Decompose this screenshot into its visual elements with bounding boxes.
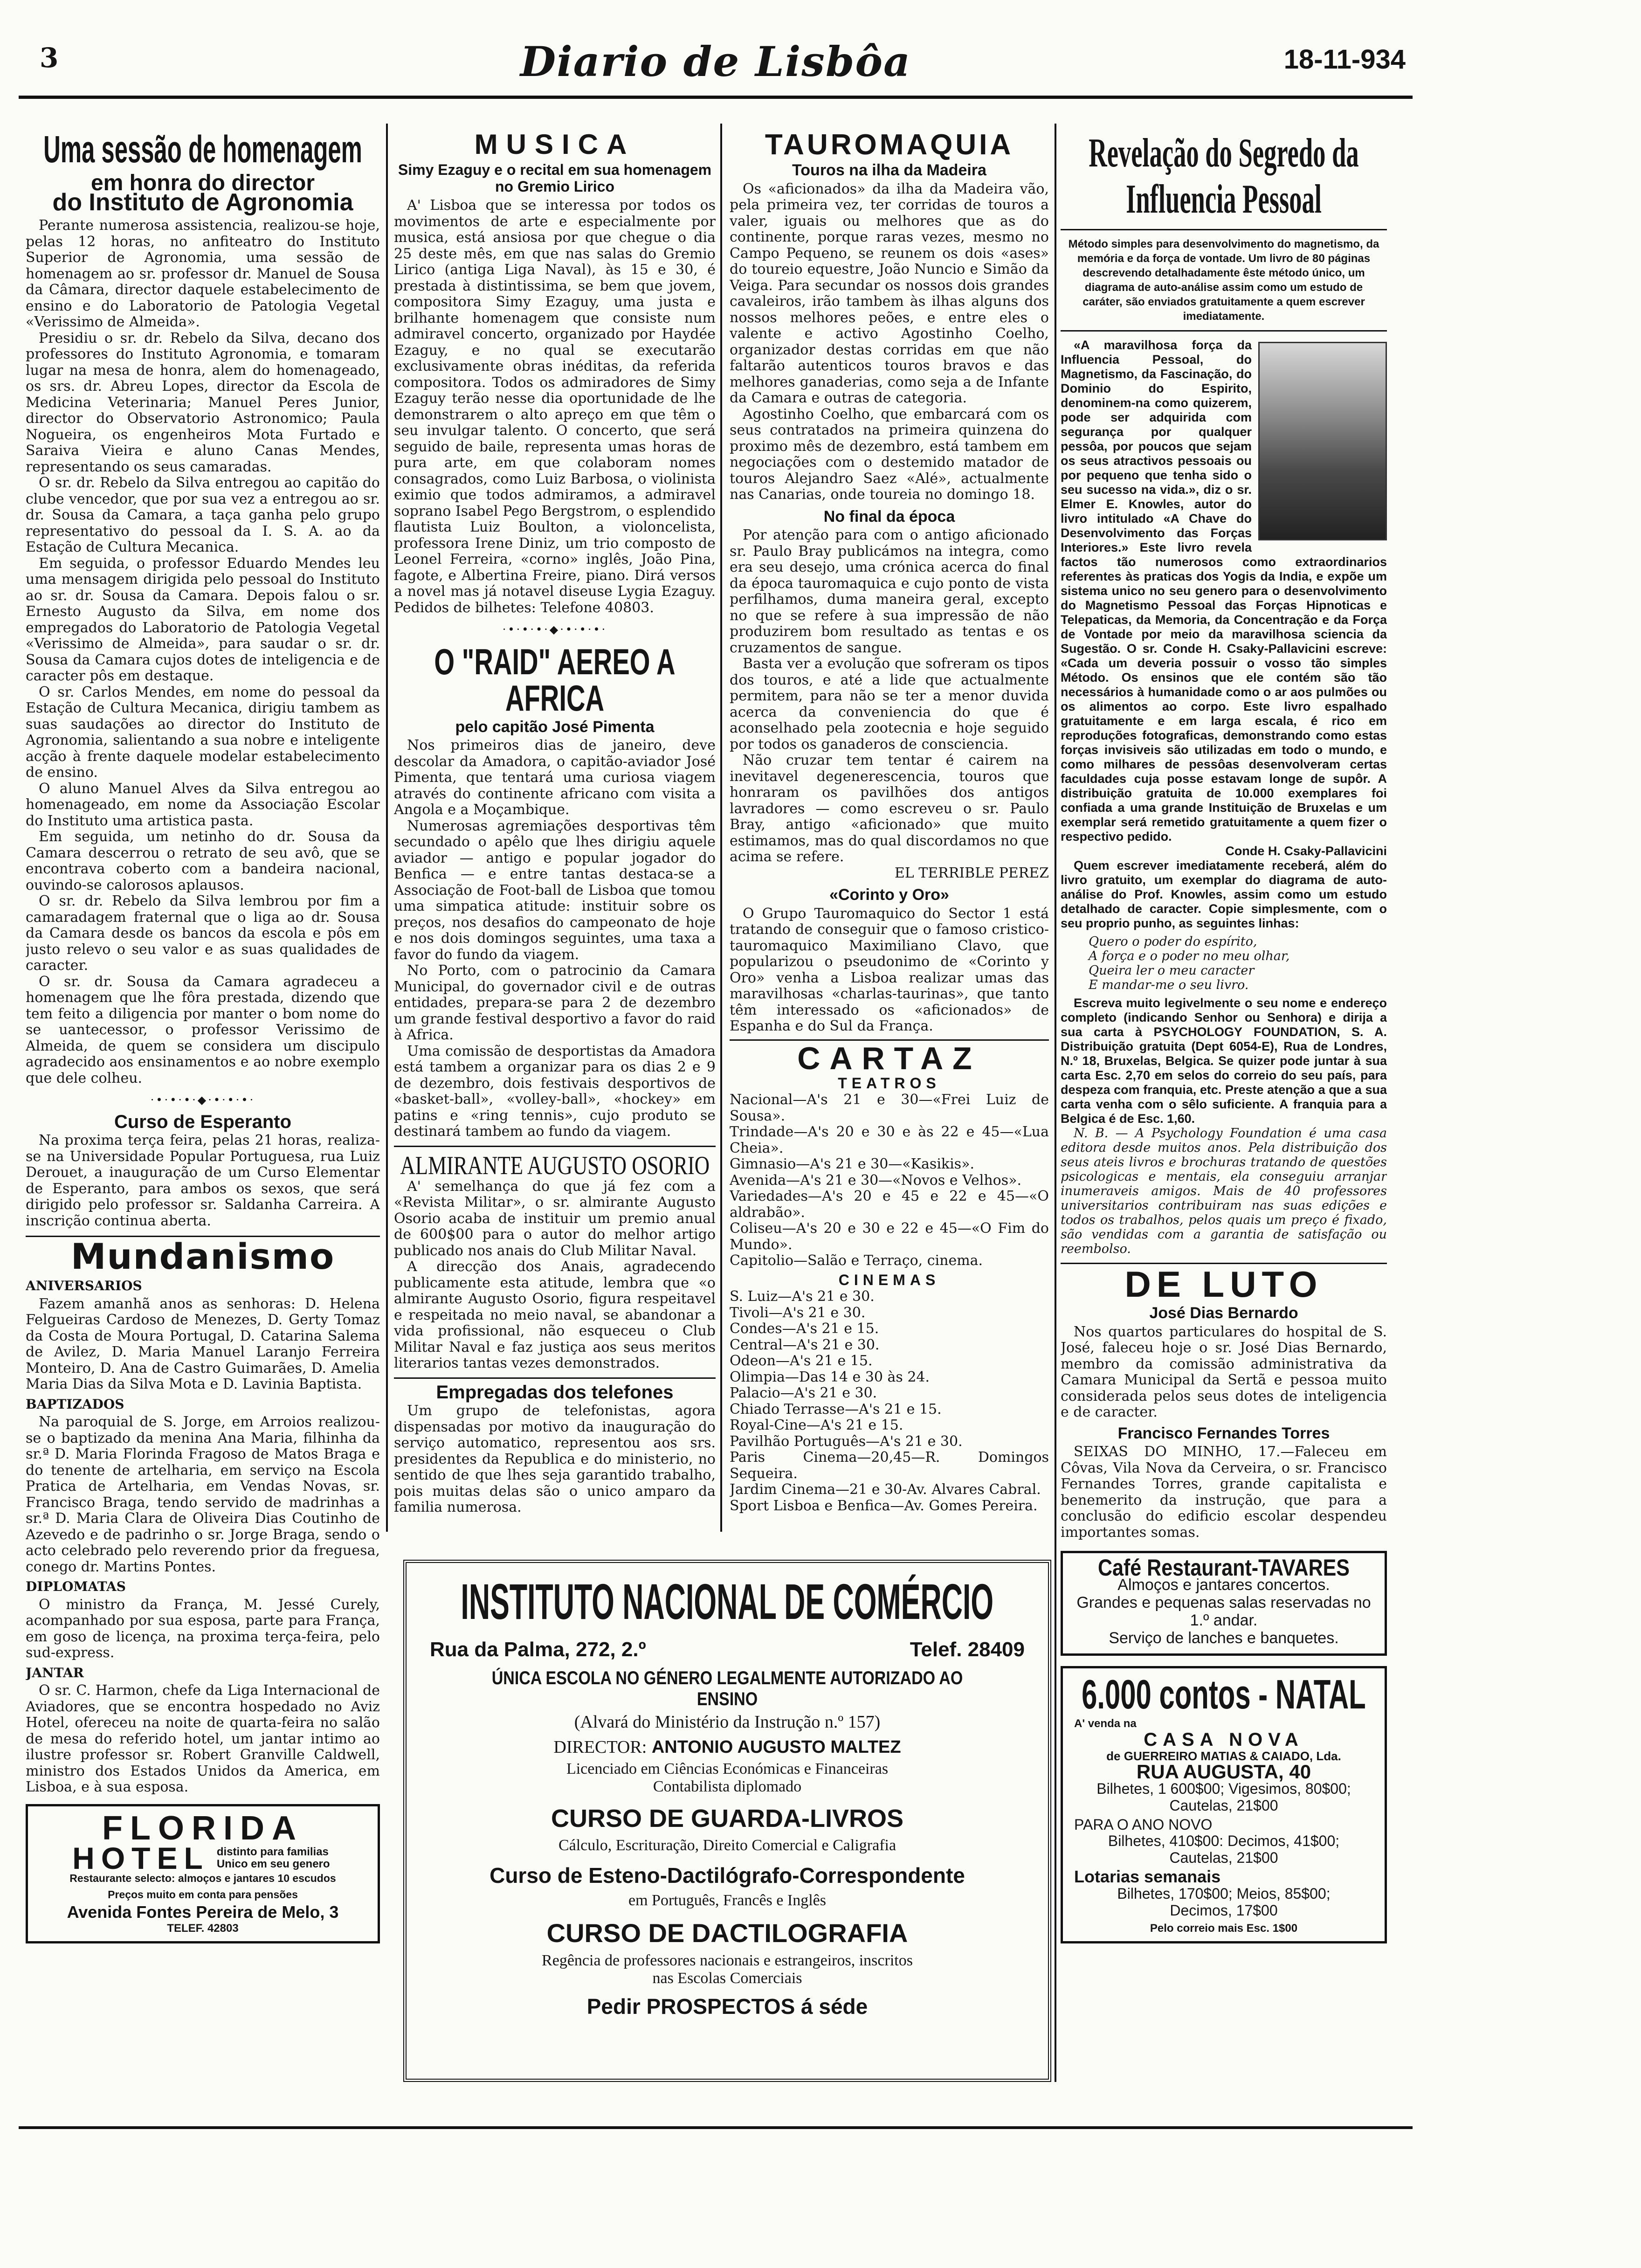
paragraph: Numerosas agremiações desportivas têm secundado o apêlo que lhes dirigiu aquele aviador — antigo e popular jogador do Benfica — e entre tantas destaca-se a Associação de Foot-ball de Lisboa que tomou uma simpatica atitude: instituir sobre os preços, nos desafios do campeonato de hoje e nos dois domingos seguintes, uma taxa a favor do fundo da viagem. [394,817,716,963]
masthead [40,37,1406,89]
list-item: Tivoli—A's 21 e 30. [730,1304,866,1321]
rule [394,1146,716,1147]
tauromaquia-headline: TAUROMAQUIA [765,131,1014,161]
list-item: Palacio—A's 21 e 30. [730,1385,877,1401]
newspaper-title: Diario de Lisbôa [520,37,911,86]
raid-subhead: pelo capitão José Pimenta [455,718,655,736]
section-title: JANTAR [26,1665,84,1680]
teatros-title: TEATROS [838,1074,941,1092]
bottom-rule [19,2126,1413,2129]
paragraph: O Grupo Tauromaquico do Sector 1 está tratando de conseguir que o famoso cristico-tauromaquico Maximiliano Clavo, que popularizou o pseudonimo de «Corinto y Oro» venha a Lisboa realizar umas das maravilhosas «charlas-taurinas», que tanto têm interessado os «aficionados» de Espanha e do Sul da França. [730,905,1049,1034]
list-item: Trindade—A's 20 e 30 e às 22 e 45—«Lua Cheia». [730,1124,1049,1156]
verse-line: Quero o poder do espírito, [1089,934,1257,949]
signature: EL TERRIBLE PEREZ [894,864,1049,881]
luto-section [1061,1266,1387,1541]
paragraph: Não cruzar tem tentar é cairem na inevitavel degenerescencia, touros que honraram os pavilhões dos antigos lavradores — como escreveu o sr. Paulo Bray, antigo «aficionado» que muito estimamos, mas do qual discordamos no que acima se refere. [730,752,1049,865]
column-1 [26,131,380,2122]
musica-subhead: Simy Ezaguy e o recital em sua homenagem no Gremio Lirico [398,161,712,195]
verse-line: E mandar-me o seu livro. [1089,978,1249,993]
florida-name: FLORIDA [102,1809,303,1847]
natal-price: Bilhetes, 170$00; Meios, 85$00; [1117,1885,1331,1902]
list-item: Royal-Cine—A's 21 e 15. [730,1417,903,1433]
director-description: Licenciado em Ciências Económicas e Financeiras Contabilista diplomado [566,1760,889,1795]
natal-semanais: Lotarias semanais [1074,1867,1221,1887]
paragraph: Basta ver a evolução que sofreram os tipos dos touros, e até a lide que actualmente permitem, para não se ter a menor duvida acerca da conveniencia do que é aconselhado pela zootecnia e hoje seguido por todos os ganaderos de consciencia. [730,656,1049,753]
rule [1061,229,1387,230]
list-item: Condes—A's 21 e 15. [730,1321,879,1337]
revelacao-intro: Método simples para desenvolvimento do magnetismo, da memória e da força de vontade. Um livro de 80 páginas descrevendo detalhadamente êste método único, um diagrama de auto-análise assim como um estudo de caráter, são enviados gratuitamente a quem escrever imediatamente. [1068,238,1379,323]
hotel-name: HOTEL [72,1840,209,1875]
mundanismo-headline: Mundanismo [70,1236,335,1277]
paragraph: Uma comissão de desportistas da Amadora está tambem a organizar para os dias 2 e 9 de dezembro, dois festivais desportivos de «basket-ball», «volley-ball», «hockey» em patins e «ring tennis», cujo produto se destinará tambem ao fundo da viagem. [394,1043,716,1140]
paragraph: Presidiu o sr. dr. Rebelo da Silva, decano dos professores do Instituto Agronomia, e tomaram lugar na mesa de honra, alem do homenageado, os srs. dr. Abreu Lopes, director da Escola de Medicina Veterinaria; Manuel Peres Junior, director do Observatorio Astronomico; Paula Nogueira, os engenheiros Mota Furtado e Saraiva Vieira e aluno Canas Mendes, representando os seus camaradas. [26,330,380,475]
instituto-comercio-ad [403,1560,1051,2082]
paragraph: O sr. dr. Rebelo da Silva entregou ao capitão do clube vencedor, que por sua vez a entregou ao sr. dr. Sousa da Camara, a taça ganha pelo grupo representativo do pessoal da I. S. A. ao da Estação de Cultura Mecanica. [26,475,380,555]
paragraph: Fazem amanhã anos as senhoras: D. Helena Felgueiras Cardoso de Menezes, D. Gerty Tomaz da Costa de Moura Portugal, D. Catarina Salema de Avilez, D. Maria Manuel Laranjo Ferreira Monteiro, D. Ana de Castro Guimarães, D. Amelia Maria Dias da Silva Mota e D. Lavinia Baptista. [26,1295,380,1392]
tavares-line: Grandes e pequenas salas reservadas no 1.º andar. [1076,1593,1371,1629]
separator: ·•·•·•·◆·•·•·•· [502,623,607,636]
natal-price: Decimos, 17$00 [1170,1902,1278,1919]
homenagem-subhead-1: em honra do director [90,171,315,195]
list-item: Gimnasio—A's 21 e 30—«Kasikis». [730,1156,974,1172]
paragraph: Na proxima terça feira, pelas 21 horas, realiza-se na Universidade Popular Portuguesa, rua Luiz Derouet, a inauguração de um Curso Elementar de Esperanto, para ambos os sexos, que será dirigido pelo professor sr. Saldanha Carreira. A inscrição continua aberta. [26,1132,380,1229]
separator: ·•·•·•·◆·•·•·•· [150,1093,255,1106]
revelacao-headline: Revelação do Segredo da Influencia Pessoal [1089,131,1359,222]
esperanto-article [26,1111,380,1230]
list-item: Nacional—A's 21 e 30—«Frei Luiz de Sousa». [730,1092,1049,1124]
cinemas-title: CINEMAS [838,1271,940,1288]
paragraph: O sr. Carlos Mendes, em nome do pessoal da Estação de Cultura Mecanica, dirigiu tambem as suas saudações ao director do Instituto de Agronomia, salientando a sua nobre e inteligente acção à frente daquele modelar estabelecimento de ensino. [26,684,380,781]
portrait-photo [1258,342,1387,540]
paragraph: SEIXAS DO MINHO, 17.—Faleceu em Côvas, Vila Nova da Cerveira, o sr. Francisco Fernandes Torres, grande capitalista e benemerito da instrução, que para a conclusão do edificio escolar despendeu importantes somas. [1061,1444,1387,1541]
luto-headline: DE LUTO [1124,1264,1323,1305]
paragraph: A direcção dos Anais, agradecendo publicamente esta atitude, lembra que «o almirante Augusto Osorio, figura respeitavel e respeitada no meio naval, se abandonar a vida profissional, não esqueceu o Club Militar Naval e faz justiça aos seus meritos literarios tantas vezes demonstrados. [394,1258,716,1371]
verse [1061,934,1387,992]
rule [394,1377,716,1379]
list-item: Central—A's 21 e 30. [730,1336,880,1353]
paragraph: Quem escrever imediatamente receberá, além do livro gratuito, um exemplar do diagrama de auto-análise do Prof. Knowles, assim como um estudo detalhado de caracter. Copie simplesmente, com o seu proprio punho, as seguintes linhas: [1061,858,1387,931]
issue-date: 18-11-934 [1283,44,1406,75]
natal-shop: CASA NOVA [1144,1729,1304,1750]
section-title: ANIVERSARIOS [26,1278,142,1293]
tavares-line: Almoços e jantares concertos. [1117,1576,1330,1594]
paragraph: Em seguida, o professor Eduardo Mendes leu uma mensagem dirigida pelo pessoal do Instituto ao sr. dr. Sousa da Camara. Depois falou o sr. Ernesto Augusto da Silva, em nome dos empregados do Laboratorio de Patologia Vegetal «Verissimo de Almeida», para saudar o sr. dr. Sousa da Camara cujos dotes de inteligencia e de caracter pôs em destaque. [26,555,380,684]
paragraph: Em seguida, um netinho do dr. Sousa da Camara descerrou o retrato de seu avô, que se encontrava coberto com a bandeira nacional, ouvindo-se calorosos aplausos. [26,829,380,893]
paragraph: «A maravilhosa força da Influencia Pessoal, do Magnetismo, da Fascinação, do Dominio do Espirito, denominem-na como quizerem, pode ser adquirida com segurança por qualquer pessôa, por poucos que sejam os seus atractivos pessoais ou por pequeno que tenha sido o seu sucesso na vida.», diz o sr. Elmer E. Knowles, autor do livro intitulado «A Chave do Desenvolvimento das Forças Interiores.» Este livro revela factos tão numerosos como extraordinarios referentes às praticas dos Yogis da India, e expõe um sistema unico no seu genero para o desenvolvimento do Magnetismo Pessoal das Forças Hipnoticas e Telepaticas, da Memoria, da Concentração e da Força de Vontade por meio da maravilhosa sciencia da Sugestão. O sr. Conde H. Csaky-Pallavicini escreve: «Cada um deveria possuir o vosso tão simples Método. Os ensinos que ele contém são tão necessários à humanidade como o ar aos pulmões ou os alimentos ao corpo. Este livro espalhado gratuitamente e em larga escala, é rico em reproduções fotograficas, demonstrando como estas forças invisiveis são utilizadas em todo o mundo, e como milhares de pessôas desenvolveram certas faculdades cuja posse estavam longe de supôr. A distribuição gratuita de 10.000 exemplares foi confiada a uma grande Instituição de Bruxelas e um exemplar será remetido gratuitamente a quem fizer o respectivo pedido. [1061,338,1387,844]
natal-price: Bilhetes, 1 600$00; Vigesimos, 80$00; [1096,1780,1351,1797]
homenagem-article [26,131,380,1086]
paragraph: Por atenção para com o antigo aficionado sr. Paulo Bray publicámos na integra, como era seu desejo, uma crónica acerca do final da época tauromaquica e cujo ponto de vista perfilhamos, duma maneira geral, excepto no que se refere à sua impressão de não produzirem bom resultado as tentas e os cruzamentos de sangue. [730,527,1049,656]
paragraph: Na paroquial de S. Jorge, em Arroios realizou-se o baptizado da menina Ana Maria, filhinha da sr.ª D. Maria Florinda Fragoso de Matos Braga e do tenente de artelharia, em serviço na Escola Pratica de Artelharia, em Vendas Novas, sr. Francisco Braga, tendo servido de madrinhas a sr.ª D. Maria Clara de Oliveira Dias Coutinho de Azevedo e de padrinho o sr. Jorge Braga, sendo o acto celebrado pelo reverendo prior da freguesa, conego dr. Martins Pontes. [26,1414,380,1575]
cartaz-headline: CARTAZ [797,1040,981,1076]
homenagem-headline: Uma sessão de homenagem [43,131,362,171]
natal-venda: A' venda na [1074,1717,1137,1730]
teatros-list [730,1092,1049,1269]
florida-line: Restaurante selecto: almoços e jantares 10 escudos [69,1872,336,1885]
natal-lottery-ad [1061,1666,1387,1944]
course-guarda-livros: CURSO DE GUARDA-LIVROS [551,1804,904,1832]
paragraph: Perante numerosa assistencia, realizou-se hoje, pelas 12 horas, no anfiteatro do Instituto Superior de Agronomia, uma sessão de homenagem ao sr. professor dr. Manuel de Sousa da Câmara, director daquele estabelecimento de ensino e do Laboratorio de Patologia Vegetal «Verissimo de Almeida». [26,217,380,330]
column-divider [1055,124,1056,2082]
paragraph: A' semelhança do que já fez com a «Revista Militar», o sr. almirante Augusto Osorio acaba de instituir um premio anual de 600$00 para o autor do melhor artigo publicado nos anais do Club Militar Naval. [394,1178,716,1259]
natal-footer: Pelo correio mais Esc. 1$00 [1150,1922,1298,1935]
natal-owner: de GUERREIRO MATIAS & CAIADO, Lda. [1106,1749,1341,1763]
list-item: Jardim Cinema—21 e 30-Av. Alvares Cabral. [730,1481,1041,1498]
section-title: BAPTIZADOS [26,1396,124,1412]
paragraph: Os «aficionados» da ilha da Madeira vão, pela primeira vez, ter corridas de touros a valer, iguais ou melhores que as do continente, porque raras vezes, mesmo no Campo Pequeno, se reunem os dois «ases» do toureio equestre, João Nuncio e Simão da Veiga. Para secundar os nossos dois grandes cavaleiros, irão tambem às ilhas alguns dos nossos melhores peões, e entre eles o valente e activo Agostinho Coelho, organizador destas corridas em que não faltarão autenticos touros bravos e das melhores ganaderias, como seja a de Infante da Camara e outras de categoria. [730,180,1049,406]
cartaz-section [730,1040,1049,1514]
cinemas-list [730,1289,1049,1514]
list-item: S. Luiz—A's 21 e 30. [730,1288,875,1305]
natal-address: RUA AUGUSTA, 40 [1136,1761,1311,1783]
esperanto-headline: Curso de Esperanto [114,1111,292,1132]
list-item: Chiado Terrasse—A's 21 e 15. [730,1401,942,1418]
column-4 [1061,131,1387,2080]
paragraph: Nos primeiros dias de janeiro, deve descolar da Amadora, o capitão-aviador José Pimenta, que tentará uma curiosa viagem através do continente africano com visita a Angola e a Moçambique. [394,737,716,818]
course-description: em Português, Francês e Inglês [628,1891,826,1909]
instituto-unique: ÚNICA ESCOLA NO GÉNERO LEGALMENTE AUTORIZADO AO ENSINO [491,1667,963,1709]
course-esteno: Curso de Esteno-Dactilógrafo-Correspondente [490,1863,965,1888]
florida-address: Avenida Fontes Pereira de Melo, 3 [67,1902,339,1922]
paragraph: O aluno Manuel Alves da Silva entregou ao homenageado, em nome da Associação Escolar do Instituto uma artistica pasta. [26,780,380,829]
course-description: Cálculo, Escrituração, Direito Comercial e Caligrafia [558,1836,896,1854]
paragraph: No Porto, com o patrocinio da Camara Municipal, do governador civil e de outras entidades, prepara-se para 2 de dezembro um grande festival desportivo a favor do raid à Africa. [394,962,716,1043]
list-item: Paris Cinema—20,45—R. Domingos Sequeira. [730,1449,1049,1482]
tavares-ad [1061,1551,1387,1656]
paragraph: N. B. — A Psychology Foundation é uma casa editora desde muitos anos. Pela distribuição dos seus ateis livros e brochuras tratando de questões psicologicas e mentais, ela conseguiu arranjar inumeraveis amigos. Mais de 40 professores universitarios contribuiram nas suas edições e todos os trabalhos, pelos quais um preço é fixado, são vendidas com a garantia de satisfação ou reembolso. [1061,1126,1387,1257]
list-item: Odeon—A's 21 e 15. [730,1353,873,1369]
verse-line: Queira ler o meu caracter [1089,963,1255,978]
tauromaquia-subhead-2: No final da época [823,507,955,526]
homenagem-subhead-2: do Instituto de Agronomia [52,188,353,216]
florida-tagline: distinto para familias Unico em seu genero [216,1846,330,1871]
paragraph: Nos quartos particulares do hospital de S. José, faleceu hoje o sr. José Dias Bernardo, membro da comissão administrativa da Camara Municipal da Sertã e pessoa muito considerada pelos seus dotes de inteligencia e de caracter. [1061,1323,1387,1421]
list-item: Variedades—A's 20 e 45 e 22 e 45—«O aldrabão». [730,1188,1049,1221]
natal-headline: 6.000 contos - NATAL [1082,1671,1366,1717]
tauromaquia-subhead: Touros na ilha da Madeira [792,161,986,179]
section-title: DIPLOMATAS [26,1579,126,1594]
course-dactilografia: CURSO DE DACTILOGRAFIA [546,1918,908,1948]
luto-person-1: José Dias Bernardo [1149,1304,1298,1322]
florida-phone: TELEF. 42803 [167,1922,239,1935]
instituto-phone: Telef. 28409 [910,1638,1025,1661]
paragraph: O sr. C. Harmon, chefe da Liga Internacional de Aviadores, que se encontra hospedado no Aviz Hotel, ofereceu na noite de quarta-feira no salão de mesa do referido hotel, um jantar intimo ao ilustre professor sr. Robert Granville Caldwell, ministro dos Estados Unidos da America, em Lisboa, e à sua esposa. [26,1682,380,1795]
paragraph: Um grupo de telefonistas, agora dispensadas por motivo da inauguração do serviço automatico, representou aos srs. presidentes da Republica e do ministerio, no sentido de que lhes seja garantido trabalho, pois muitas delas são o unico amparo da familia numerosa. [394,1403,716,1515]
paragraph: A' Lisboa que se interessa por todos os movimentos de arte e especialmente por musica, está ansiosa por que chegue o dia 25 deste mês, em que nas salas do Gremio Lirico (antiga Liga Naval), às 15 e 30, é prestada à distintissima, se bem que jovem, compositora Simy Ezaguy, uma justa e brilhante homenagem que consiste num admiravel concerto, organizado por Haydée Ezaguy, e no qual se executarão exclusivamente obras inéditas, da referida compositora. Todos os admiradores de Simy Ezaguy terão nesse dia oportunidade de lhe demonstrarem o alto apreço em que têm o seu invulgar talento. O concerto, que será seguido de baile, representa umas horas de pura arte, em que colaboram nomes consagrados, como Luiz Barbosa, o violinista eximio que todos admiramos, a admiravel soprano Isabel Pego Bergstrom, o esplendido flautista Luiz Boulton, a violoncelista, professora Irene Diniz, um trio composto de Leonel Ferreira, «corno» inglês, João Pina, fagote, e Albertina Freire, piano. Dirá versos a novel mas já notavel diseuse Lygia Ezaguy. Pedidos de bilhetes: Telefone 40803. [394,197,716,616]
paragraph: O sr. dr. Sousa da Camara agradeceu a homenagem que lhe fôra prestada, dizendo que tem feito a diligencia por manter o bom nome do se uantecessor, o professor Verissimo de Almeida, de quem se considera um discipulo agradecido aos ensinamentos e ao nobre exemplo que dele colheu. [26,973,380,1086]
natal-price: Cautelas, 21$00 [1169,1849,1278,1867]
luto-person-2: Francisco Fernandes Torres [1117,1424,1330,1442]
director-name: ANTONIO AUGUSTO MALTEZ [651,1737,901,1757]
natal-price: Cautelas, 21$00 [1169,1797,1278,1814]
mundanismo-section [26,1236,380,1796]
paragraph: Escreva muito legivelmente o seu nome e endereço completo (indicando Senhor ou Senhora) e dirija a sua carta à PSYCHOLOGY FOUNDATION, S. A. Distribuição gratuita (Dept 6054-E), Rua de Londres, N.º 18, Bruxelas, Belgica. Se quizer pode juntar à sua carta Esc. 2,70 em selos do correio do seu país, para despeza com franquia, etc. Preste atenção a que a sua carta venha com o sêlo suficiente. A franquia para a Belgica é de Esc. 1,60. [1061,996,1387,1126]
musica-headline: MUSICA [474,131,635,160]
tavares-headline: Café Restaurant-TAVARES [1098,1555,1350,1581]
verse-line: A força e o poder no meu olhar, [1089,949,1290,964]
instituto-address: Rua da Palma, 272, 2.º [430,1638,646,1661]
telefones-headline: Empregadas dos telefones [436,1382,674,1403]
list-item: Sport Lisboa e Benfica—Av. Gomes Pereira. [730,1497,1038,1514]
tavares-line: Serviço de lanches e banquetes. [1109,1629,1339,1647]
list-item: Olimpia—Das 14 e 30 às 24. [730,1369,930,1385]
column-divider [386,124,388,1532]
director-label: DIRECTOR: [553,1737,647,1757]
natal-ano-novo: PARA O ANO NOVO [1074,1816,1213,1833]
course-description: Regência de professores nacionais e estrangeiros, inscritos nas Escolas Comerciais [542,1951,913,1987]
photo-caption: Conde H. Csaky-Pallavicini [1225,844,1387,858]
list-item: Avenida—A's 21 e 30—«Novos e Velhos». [730,1172,1022,1189]
list-item: Capitolio—Salão e Terraço, cinema. [730,1252,983,1269]
rule [1061,330,1387,332]
top-rule [19,96,1413,99]
column-divider [720,124,722,1532]
almirante-headline: ALMIRANTE AUGUSTO OSORIO [400,1151,710,1180]
instituto-cta: Pedir PROSPECTOS á séde [586,1994,868,2019]
list-item: Coliseu—A's 20 e 30 e 22 e 45—«O Fim do Mundo». [730,1220,1049,1253]
paragraph: Agostinho Coelho, que embarcará com os seus contratados na primeira quinzena do proximo mês de dezembro, está tambem em negociações com o destemido matador de touros Alejandro Saez «Alé», actualmente nas Canarias, onde toureia no domingo 18. [730,406,1049,503]
florida-line: Preços muito em conta para pensões [108,1888,298,1901]
instituto-headline: INSTITUTO NACIONAL DE COMÉRCIO [461,1573,994,1630]
column-3 [730,131,1049,1529]
paragraph: O sr. dr. Rebelo da Silva lembrou por fim a camaradagem fraternal que o liga ao dr. Sousa da Camara desde os bancos da escola e pôs em justo relevo o seu valor e as suas qualidades de caracter. [26,893,380,974]
column-2 [394,131,716,1529]
florida-hotel-ad [26,1804,380,1944]
page-number: 3 [40,42,59,74]
instituto-alvara: (Alvará do Ministério da Instrução n.º 157) [574,1712,881,1732]
raid-headline: O "RAID" AEREO A AFRICA [434,641,676,719]
tauromaquia-subhead-3: «Corinto y Oro» [829,886,949,904]
paragraph: O ministro da França, M. Jessé Curely, acompanhado por sua esposa, parte para França, em goso de licença, na proxima terça-feira, pelo sud-express. [26,1596,380,1661]
natal-price: Bilhetes, 410$00: Decimos, 41$00; [1108,1832,1340,1850]
list-item: Pavilhão Português—A's 21 e 30. [730,1433,963,1450]
